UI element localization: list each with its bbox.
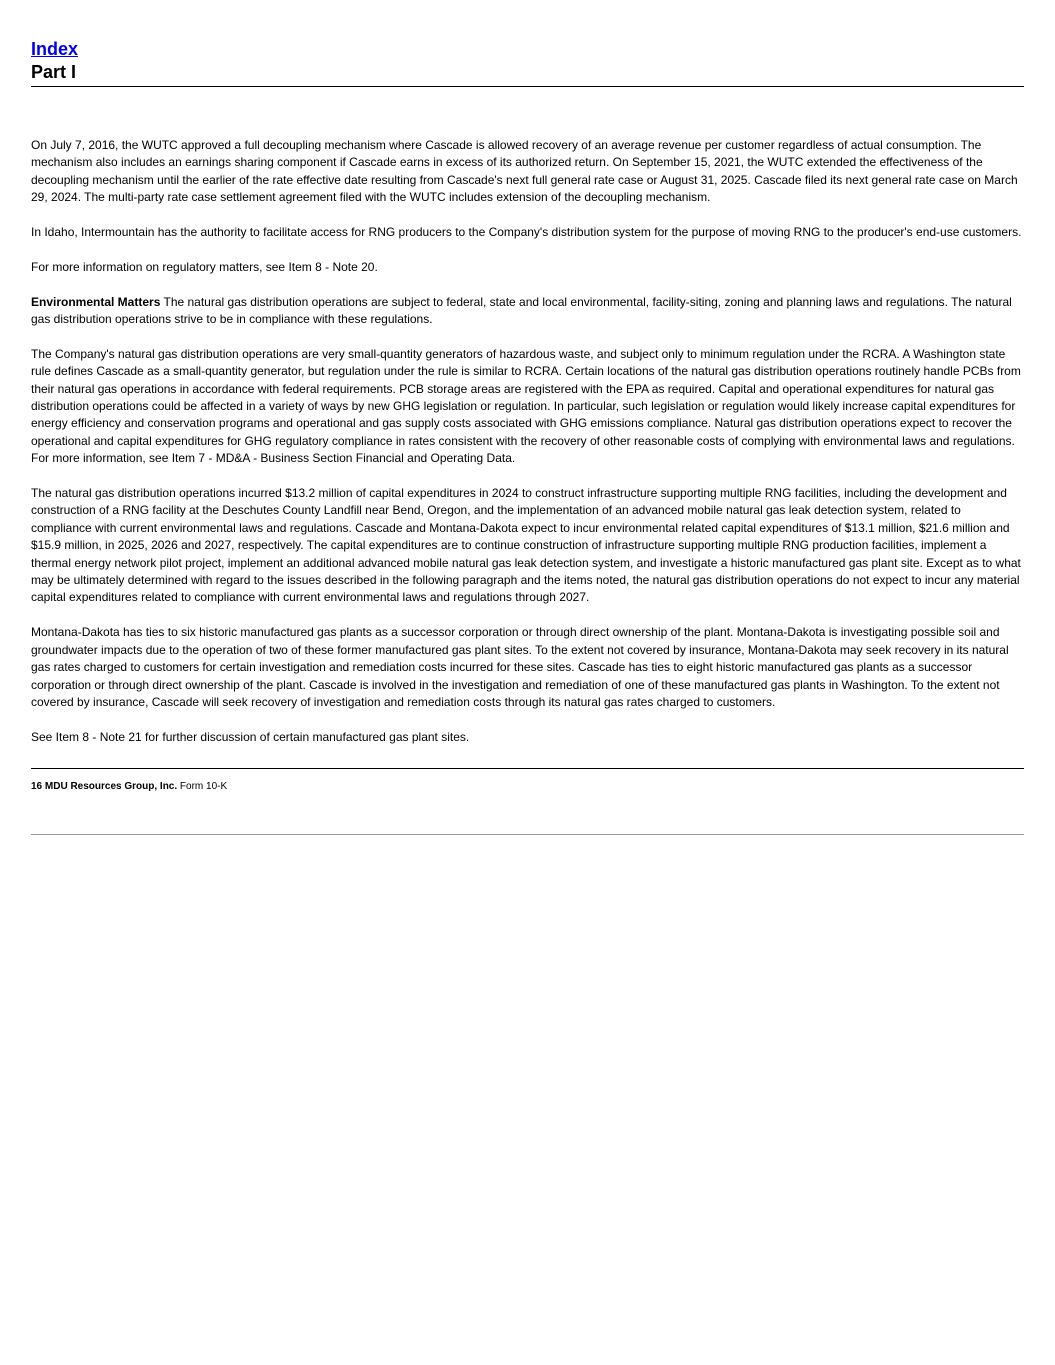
paragraph-idaho-rng: In Idaho, Intermountain has the authority to facilitate access for RNG producers to the Company's distribution system for the purpose of moving RNG to the producer's end-use customers.: [31, 225, 1022, 240]
paragraph-environmental-matters: [31, 294, 1024, 329]
paragraph-capital-expenditures: The natural gas distribution operations incurred $13.2 million of capital expenditures in 2024 to construct infrastructure supporting multiple RNG facilities, including the development and construction of a RNG facility at the Deschutes County Landfill near Bend, Oregon, and the implementation of an advanced mobile natural gas leak detection system, related to compliance with current environmental laws and regulations. Cascade and Montana-Dakota expect to incur environmental related capital expenditures of $13.1 million, $21.6 million and $15.9 million, in 2025, 2026 and 2027, respectively. The capital expenditures are to continue construction of infrastructure supporting multiple RNG production facilities, implement a thermal energy network pilot project, implement an additional advanced mobile natural gas leak detection system, and investigate a historic manufactured gas plant site. Except as to what may be ultimately determined with regard to the issues described in the following paragraph and the items noted, the natural gas distribution operations do not expect to incur any material capital expenditures related to compliance with current environmental laws and regulations through 2027.: [31, 486, 1021, 605]
environmental-matters-text: The natural gas distribution operations are subject to federal, state and local environmental, facility-siting, zoning and planning laws and regulations. The natural gas distribution operations strive to be in compliance with these regulations.: [31, 294, 1012, 327]
document-page: [31, 38, 1024, 835]
footer-page-company: 16 MDU Resources Group, Inc.: [31, 781, 178, 793]
paragraph-note-reference: See Item 8 - Note 21 for further discussion of certain manufactured gas plant sites.: [31, 729, 470, 744]
paragraph-manufactured-gas-plants: Montana-Dakota has ties to six historic manufactured gas plants as a successor corporation or through direct ownership of the plant. Montana-Dakota is investigating possible soil and groundwater impacts due to the operation of two of these former manufactured gas plant sites. To the extent not covered by insurance, Montana-Dakota may seek recovery in its natural gas rates charged to customers for certain investigation and remediation costs incurred for these sites. Cascade has ties to eight historic manufactured gas plants as a successor corporation or through direct ownership of the plant. Cascade is involved in the investigation and remediation of one of these manufactured gas plants in Washington. To the extent not covered by insurance, Cascade will seek recovery of investigation and remediation costs through its natural gas rates charged to customers.: [31, 625, 1009, 709]
paragraph-decoupling: On July 7, 2016, the WUTC approved a full decoupling mechanism where Cascade is allowed recovery of an average revenue per customer regardless of actual consumption. The mechanism also includes an earnings sharing component if Cascade earns in excess of its authorized return. On September 15, 2021, the WUTC extended the effectiveness of the decoupling mechanism until the earlier of the rate effective date resulting from Cascade's next full general rate case or August 31, 2025. Cascade filed its next general rate case on March 29, 2024. The multi-party rate case settlement agreement filed with the WUTC includes extension of the decoupling mechanism.: [31, 138, 1018, 205]
paragraph-regulatory-reference: For more information on regulatory matters, see Item 8 - Note 20.: [31, 259, 378, 274]
section-heading-environmental-matters: Environmental Matters: [31, 294, 161, 309]
index-link[interactable]: Index: [31, 39, 79, 59]
page-footer: [31, 780, 1024, 794]
footer-form: Form 10-K: [177, 781, 228, 793]
paragraph-hazardous-waste: The Company's natural gas distribution operations are very small-quantity generators of hazardous waste, and subject only to minimum regulation under the RCRA. A Washington state rule defines Cascade as a small-quantity generator, but regulation under the rule is similar to RCRA. Certain locations of the natural gas distribution operations routinely handle PCBs from their natural gas operations in accordance with federal requirements. PCB storage areas are registered with the EPA as required. Capital and operational expenditures for natural gas distribution operations could be affected in a variety of ways by new GHG legislation or regulation. In particular, such legislation or regulation would likely increase capital expenditures for energy efficiency and conservation programs and operational and gas supply costs associated with GHG emissions compliance. Natural gas distribution operations expect to recover the operational and capital expenditures for GHG regulatory compliance in rates consistent with the recovery of other reasonable costs of complying with environmental laws and regulations. For more information, see Item 7 - MD&A - Business Section Financial and Operating Data.: [31, 346, 1021, 466]
page-break-divider: [31, 834, 1024, 835]
document-body: [31, 137, 1024, 746]
header-divider: [31, 86, 1024, 87]
page-title: Part I: [31, 62, 77, 82]
footer-divider: [31, 768, 1024, 769]
